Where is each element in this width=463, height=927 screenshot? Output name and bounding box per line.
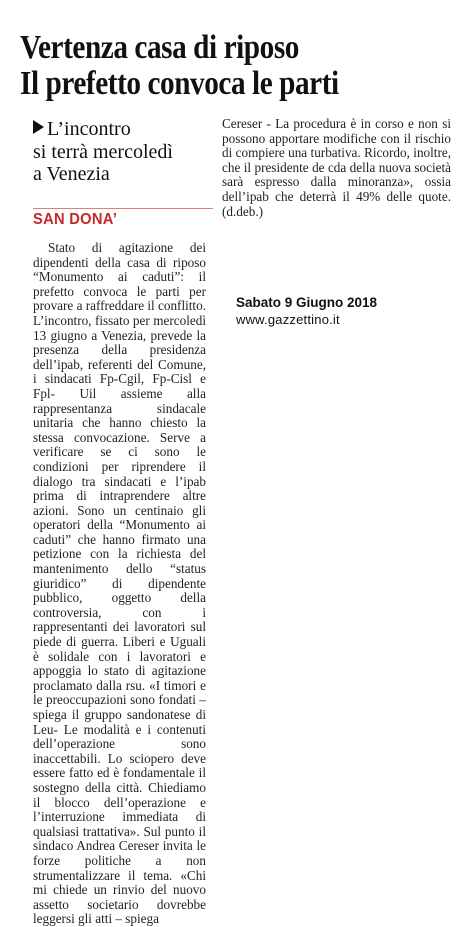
summary-line-1 bbox=[33, 118, 213, 141]
article-body-left-column: Stato di agitazione dei dipendenti della casa di riposo “Monumento ai caduti”: il prefetto convoca le parti per provare a raffreddare il conflitto. L’incontro, fissato per mercoledì 13 giugno a Venezia, prevede la presenza della presidenza dell’ipab, referenti del Comune, i sindacati Fp-Cgil, Fp-Cisl e Fpl- Uil assieme alla rappresentanza sindacale unitaria che hanno chiesto la stessa convocazione. Serve a verificare se ci sono le condizioni per riprendere il dialogo tra sindacati e l’ipab prima di intraprendere altre azioni. Sono un centinaio gli operatori della “Monumento ai caduti” che hanno firmato una petizione con la richiesta del mantenimento dello “status giuridico” di dipendente pubblico, oggetto della controversia, con i rappresentanti dei lavoratori sul piede di guerra. Liberi e Uguali è solidale con i lavoratori e appoggia lo stato di agitazione proclamato dalla rsu. «I timori e le preoccupazioni sono fondati – spiega il gruppo sandonatese di Leu- Le modalità e i contenuti dell’operazione sono inaccettabili. Lo sciopero deve essere fatto ed è fondamentale il sostegno della città. Chiediamo il blocco dell’operazione e l’interruzione immediata di qualsiasi trattativa». Sul punto il sindaco Andrea Cereser invita le forze politiche a non strumentalizzare il tema. «Chi mi chiede un rinvio del nuovo assetto societario dovrebbe leggersi gli atti – spiega bbox=[33, 240, 206, 927]
summary bbox=[33, 118, 213, 186]
location-label: SAN DONA’ bbox=[33, 211, 118, 228]
location-block bbox=[33, 208, 213, 229]
headline-line-2: Il prefetto convoca le parti bbox=[20, 65, 339, 102]
triangle-bullet-icon bbox=[33, 120, 44, 134]
publication-url: www.gazzettino.it bbox=[236, 312, 340, 327]
summary-line-3: a Venezia bbox=[33, 163, 110, 185]
headline-line-1: Vertenza casa di riposo bbox=[20, 29, 299, 66]
summary-line-2: si terrà mercoledì bbox=[33, 140, 173, 163]
headline bbox=[20, 30, 390, 102]
publication-date: Sabato 9 Giugno 2018 bbox=[236, 295, 378, 310]
article-body-right-column: Cereser - La procedura è in corso e non si possono apportare modifiche con il rischio di compiere una turbativa. Ricordo, inoltre, che il presidente de cda della nuova società sarà espresso dalla minoranza», ossia dell’ipab che deterrà il 49% delle quote. (d.deb.) bbox=[222, 116, 451, 219]
summary-line-1-text: L’incontro bbox=[47, 118, 131, 140]
location-divider bbox=[33, 208, 213, 209]
